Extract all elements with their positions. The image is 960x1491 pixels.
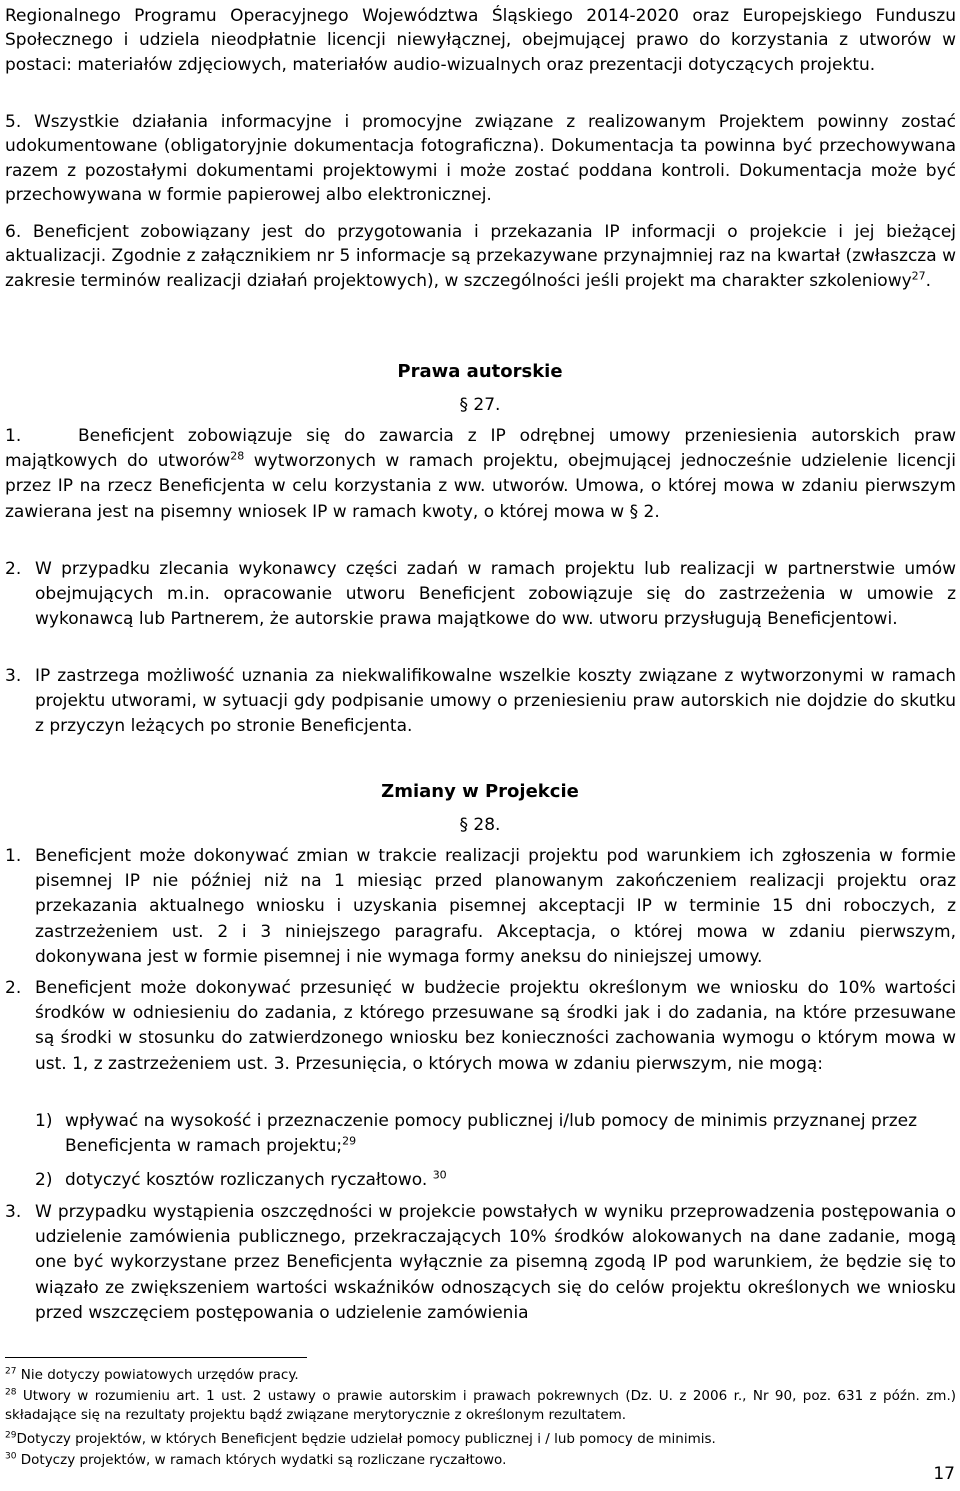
section-28-subitem-2 (35, 1168, 956, 1193)
footnote-text: Nie dotyczy powiatowych urzędów pracy. (20, 1367, 299, 1383)
paragraph-6-end: . (925, 270, 932, 291)
item-number: 2. (5, 978, 22, 998)
footnote-ref-27[interactable]: 27 (911, 269, 926, 283)
item-number: 3. (5, 1202, 22, 1222)
subitem-text: wpływać na wysokość i przeznaczenie pomocy publicznej i/lub pomocy de minimis przyznanej przez Beneficjenta w ramach projektu; (65, 1111, 918, 1156)
item-text-b: wytworzonych w ramach projektu, obejmującej jednocześnie udzielenie licencji przez IP na rzecz Beneficjenta w celu korzystania z ww. utworów. Umowa, o której mowa w zdaniu pierwszym zawierana jest na pisemny wniosek IP w ramach kwoty, o której mowa w § 2. (5, 451, 956, 522)
subitem-number: 2) (35, 1170, 53, 1190)
paragraph-6-text: 6. Beneficjent zobowiązany jest do przygotowania i przekazania IP informacji o projekcie i jej bieżącej aktualizacji. Zgodnie z załącznikiem nr 5 informacje są przekazywane przynajmniej raz na kwartał (zwłaszcza w zakresie terminów realizacji działań projektowych), w szczególności jeśli projekt ma charakter szkoleniowy (5, 222, 956, 291)
footnote-number: 28 (5, 1387, 17, 1398)
item-number: 1. (5, 846, 22, 866)
item-text: Beneficjent może dokonywać przesunięć w budżecie projektu określonym we wniosku do 10% wartości środków w odniesieniu do zadania, z którego przesuwane są środki jak i do zadania, na które przesuwane są środki w stosunku do zatwierdzonego wniosku bez konieczności zachowania wymogu o którym mowa w ust. 1, z zastrzeżeniem ust. 3. Przesunięcia, o których mowa w zdaniu pierwszym, nie mogą: (35, 978, 956, 1074)
footnote-28 (5, 1387, 956, 1425)
footnote-27 (5, 1366, 956, 1385)
footnote-ref-30[interactable]: 30 (432, 1168, 447, 1182)
page-number: 17 (933, 1464, 955, 1484)
section-27-item-3 (5, 664, 956, 740)
footnote-separator (5, 1357, 307, 1358)
footnote-text: Dotyczy projektów, w ramach których wydatki są rozliczane ryczałtowo. (20, 1452, 507, 1468)
footnote-ref-28[interactable]: 28 (230, 449, 245, 463)
section-28-heading: Zmiany w Projekcie (381, 781, 579, 802)
section-28-item-1 (5, 844, 956, 970)
footnote-number: 30 (5, 1451, 17, 1462)
section-27-number: § 27. (459, 395, 501, 415)
section-28-item-3 (5, 1200, 956, 1326)
item-number: 1. (5, 426, 22, 446)
item-text: W przypadku wystąpienia oszczędności w projekcie powstałych w wyniku przeprowadzenia postępowania o udzielenie zamówienia publicznego, przekraczających 10% środków alokowanych na dane zadanie, mogą one być wykorzystane przez Beneficjenta wyłącznie za pisemną zgodą IP pod warunkiem, że będzie się to wiązało ze zwiększeniem wartości wskaźników odnoszących się do celów projektu określonych we wniosku przed wszczęciem postępowania o udzielenie zamówienia (35, 1202, 956, 1323)
footnote-text: Dotyczy projektów, w których Beneficjent będzie udzielał pomocy publicznej i / lub pomocy de minimis. (16, 1431, 716, 1447)
footnote-text: Utwory w rozumieniu art. 1 ust. 2 ustawy o prawie autorskim i prawach pokrewnych (Dz. U. z 2006 r., Nr 90, poz. 631 z późn. zm.) składające się na rezultaty projektu bądź związane merytorycznie z określonym rezultatem. (5, 1388, 956, 1423)
item-number: 3. (5, 666, 22, 686)
section-27-item-2 (5, 557, 956, 633)
footnote-number: 27 (5, 1366, 17, 1377)
section-27-heading: Prawa autorskie (397, 361, 563, 382)
footnote-29 (5, 1430, 956, 1449)
item-text: Beneficjent może dokonywać zmian w trakcie realizacji projektu pod warunkiem ich zgłoszenia w formie pisemnej IP nie później niż na 1 miesiąc przed planowanym zakończeniem realizacji projektu oraz przekazania aktualnego wniosku i uzyskania pisemnej akceptacji IP w terminie 15 dni roboczych, z zastrzeżeniem ust. 2 i 3 niniejszego paragrafu. Akceptacja, o której mowa w zdaniu pierwszym, dokonywana jest w formie pisemnej i nie wymaga formy aneksu do niniejszej umowy. (35, 846, 956, 967)
footnote-ref-29[interactable]: 29 (342, 1134, 357, 1148)
item-number: 2. (5, 559, 22, 579)
section-28-number: § 28. (459, 815, 501, 835)
section-28-subitem-1 (35, 1109, 956, 1159)
item-text: W przypadku zlecania wykonawcy części zadań w ramach projektu lub realizacji w partnerstwie umów obejmujących m.in. opracowanie utworu Beneficjent zobowiązuje się do zastrzeżenia w umowie z wykonawcą lub Partnerem, że autorskie prawa majątkowe do ww. utworu przysługują Beneficjentowi. (35, 559, 956, 630)
footnote-number: 29 (5, 1430, 17, 1441)
paragraph-6 (5, 220, 956, 293)
section-27-item-1 (5, 424, 956, 525)
footnote-30 (5, 1451, 956, 1470)
item-text: IP zastrzega możliwość uznania za niekwalifikowalne wszelkie koszty związane z wytworzonymi w ramach projektu utworami, w sytuacji gdy podpisanie umowy o przeniesieniu praw autorskich nie dojdzie do skutku z przyczyn leżących po stronie Beneficjenta. (35, 666, 956, 737)
item-text-a: Beneficjent zobowiązuje się do zawarcia z IP odrębnej umowy przeniesienia autorskich praw majątkowych do utworów (5, 426, 956, 472)
intro-paragraph-continued: Regionalnego Programu Operacyjnego Województwa Śląskiego 2014-2020 oraz Europejskiego Funduszu Społecznego i udziela nieodpłatnie licencji niewyłącznej, obejmującej prawo do korzystania z utworów w postaci: materiałów zdjęciowych, materiałów audio-wizualnych oraz prezentacji dotyczących projektu. (5, 6, 956, 75)
paragraph-5: 5. Wszystkie działania informacyjne i promocyjne związane z realizowanym Projektem powinny zostać udokumentowane (obligatoryjnie dokumentacja fotograficzna). Dokumentacja ta powinna być przechowywana razem z pozostałymi dokumentami projektowymi i może zostać poddana kontroli. Dokumentacja może być przechowywana w formie papierowej albo elektronicznej. (5, 112, 956, 206)
subitem-number: 1) (35, 1111, 53, 1131)
subitem-text: dotyczyć kosztów rozliczanych ryczałtowo. (65, 1170, 428, 1190)
section-28-item-2 (5, 976, 956, 1077)
